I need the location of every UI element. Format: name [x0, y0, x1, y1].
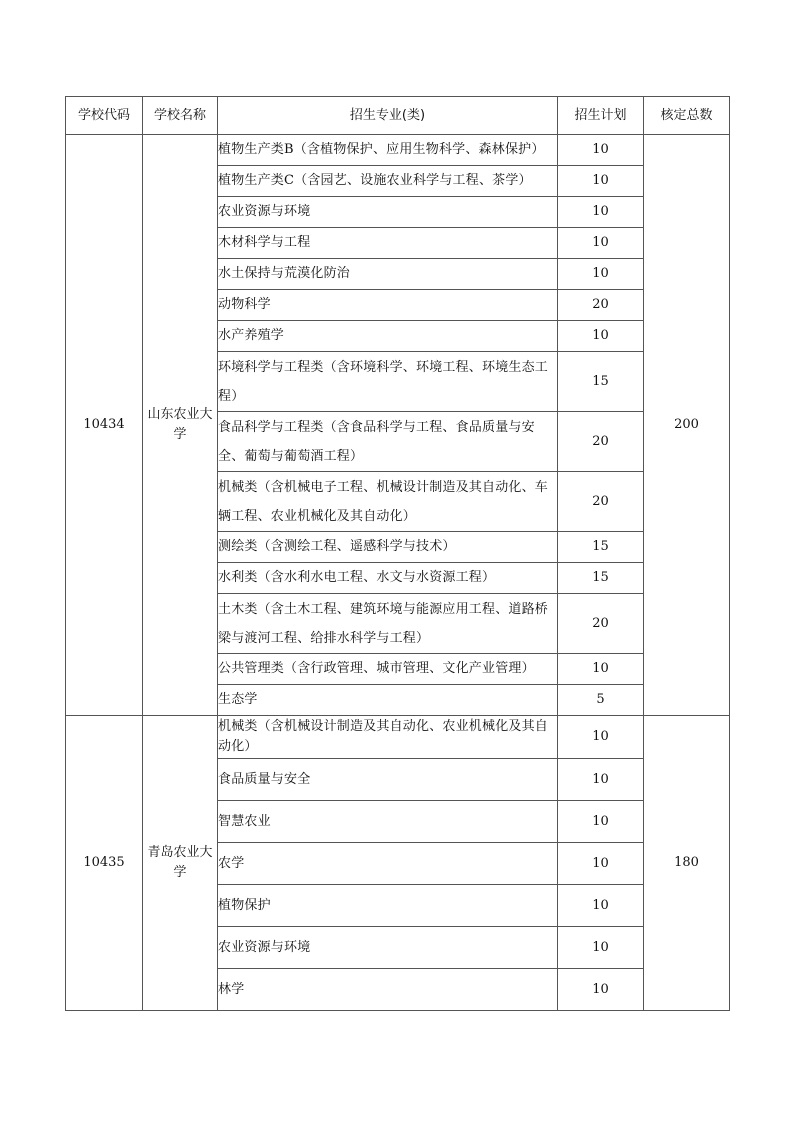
major-name: 水土保持与荒漠化防治 [218, 259, 558, 290]
plan-count: 20 [558, 472, 644, 532]
plan-count: 10 [558, 654, 644, 685]
plan-count: 10 [558, 843, 644, 885]
major-name: 食品质量与安全 [218, 759, 558, 801]
major-name: 植物保护 [218, 885, 558, 927]
major-name: 食品科学与工程类（含食品科学与工程、食品质量与安全、葡萄与葡萄酒工程） [218, 412, 558, 472]
plan-count: 5 [558, 685, 644, 716]
school-code: 10435 [66, 716, 143, 1011]
major-name: 智慧农业 [218, 801, 558, 843]
major-name: 农业资源与环境 [218, 927, 558, 969]
header-school-name: 学校名称 [143, 97, 218, 135]
plan-count: 20 [558, 290, 644, 321]
major-name: 水利类（含水利水电工程、水文与水资源工程） [218, 563, 558, 594]
plan-count: 10 [558, 135, 644, 166]
plan-count: 15 [558, 352, 644, 412]
school-name: 山东农业大学 [143, 135, 218, 716]
plan-count: 10 [558, 801, 644, 843]
major-name: 土木类（含土木工程、建筑环境与能源应用工程、道路桥梁与渡河工程、给排水科学与工程） [218, 594, 558, 654]
plan-count: 10 [558, 927, 644, 969]
major-name: 木材科学与工程 [218, 228, 558, 259]
plan-count: 20 [558, 594, 644, 654]
school-group-10434 [66, 135, 730, 716]
major-name: 水产养殖学 [218, 321, 558, 352]
enrollment-plan-table [65, 96, 730, 1011]
header-major: 招生专业(类) [218, 97, 558, 135]
major-name: 农业资源与环境 [218, 197, 558, 228]
plan-count: 20 [558, 412, 644, 472]
major-name: 机械类（含机械电子工程、机械设计制造及其自动化、车辆工程、农业机械化及其自动化） [218, 472, 558, 532]
plan-count: 10 [558, 716, 644, 759]
table-header-row [66, 97, 730, 135]
header-plan: 招生计划 [558, 97, 644, 135]
plan-count: 15 [558, 563, 644, 594]
major-name: 测绘类（含测绘工程、遥感科学与技术） [218, 532, 558, 563]
school-code: 10434 [66, 135, 143, 716]
major-name: 环境科学与工程类（含环境科学、环境工程、环境生态工程） [218, 352, 558, 412]
school-name: 青岛农业大学 [143, 716, 218, 1011]
plan-count: 10 [558, 259, 644, 290]
header-total: 核定总数 [644, 97, 730, 135]
table-row [66, 716, 730, 759]
header-school-code: 学校代码 [66, 97, 143, 135]
plan-count: 10 [558, 759, 644, 801]
plan-count: 10 [558, 885, 644, 927]
major-name: 机械类（含机械设计制造及其自动化、农业机械化及其自动化） [218, 716, 558, 759]
school-total: 180 [644, 716, 730, 1011]
major-name: 植物生产类B（含植物保护、应用生物科学、森林保护） [218, 135, 558, 166]
plan-count: 10 [558, 321, 644, 352]
major-name: 动物科学 [218, 290, 558, 321]
plan-count: 15 [558, 532, 644, 563]
plan-count: 10 [558, 969, 644, 1011]
major-name: 农学 [218, 843, 558, 885]
major-name: 公共管理类（含行政管理、城市管理、文化产业管理） [218, 654, 558, 685]
plan-count: 10 [558, 197, 644, 228]
school-total: 200 [644, 135, 730, 716]
plan-count: 10 [558, 166, 644, 197]
major-name: 生态学 [218, 685, 558, 716]
school-group-10435 [66, 716, 730, 1011]
major-name: 林学 [218, 969, 558, 1011]
plan-count: 10 [558, 228, 644, 259]
major-name: 植物生产类C（含园艺、设施农业科学与工程、茶学） [218, 166, 558, 197]
table-row [66, 135, 730, 166]
